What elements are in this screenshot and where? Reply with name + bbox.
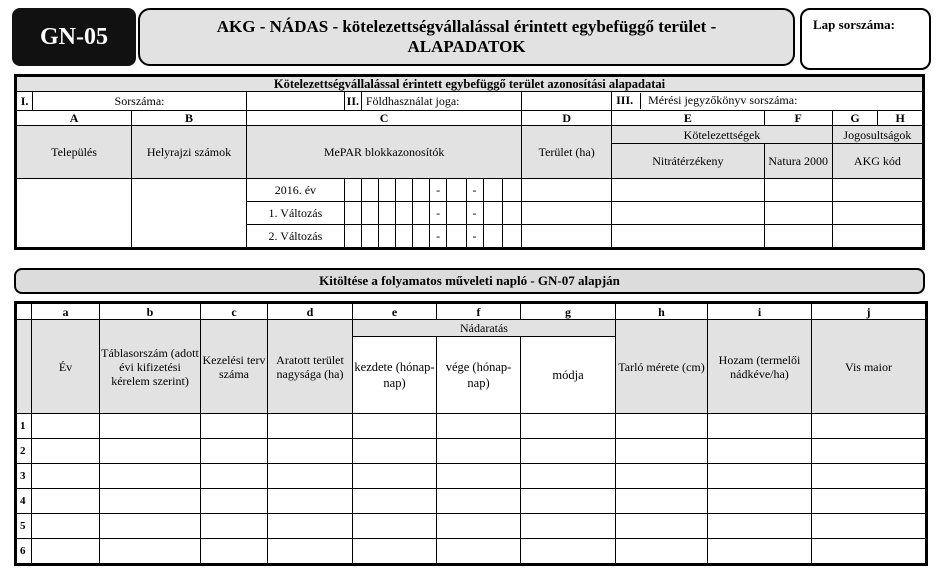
mepar-cell[interactable] xyxy=(447,225,466,249)
cell-kezelesi[interactable] xyxy=(201,539,268,565)
measurement-record-label xyxy=(612,92,924,111)
header-helyrajzi: Helyrajzi számok xyxy=(132,126,247,179)
cell-kezelesi[interactable] xyxy=(201,489,268,514)
cell-hozam[interactable] xyxy=(708,414,812,439)
row-number: 6 xyxy=(16,539,32,565)
mepar-cell[interactable] xyxy=(344,202,361,225)
nitrat-field[interactable] xyxy=(612,225,764,249)
cell-kezelesi[interactable] xyxy=(201,514,268,539)
cell-modja[interactable] xyxy=(521,464,616,489)
cell-vis-maior[interactable] xyxy=(812,439,927,464)
akg-field[interactable] xyxy=(832,202,923,225)
cell-aratott[interactable] xyxy=(268,539,353,565)
header-akg: AKG kód xyxy=(832,144,923,179)
header-hozam: Hozam (termelői nádkéve/ha) xyxy=(708,320,812,414)
section-banner: Kitöltése a folyamatos műveleti napló - GN-07 alapján xyxy=(14,268,925,294)
col-letter-a: a xyxy=(32,303,100,320)
cell-vis-maior[interactable] xyxy=(812,514,927,539)
corner-cell xyxy=(16,303,32,320)
mepar-cell[interactable] xyxy=(344,225,361,249)
akg-field[interactable] xyxy=(832,225,923,249)
land-use-right-label: Földhasználat joga: xyxy=(361,92,521,111)
roman-i: I. xyxy=(16,92,33,111)
header-kotelezettsegek: Kötelezettségek xyxy=(612,126,833,144)
col-letter-a: A xyxy=(16,111,132,126)
helyrajzi-field[interactable] xyxy=(132,179,247,249)
col-letter-b: B xyxy=(132,111,247,126)
terulet-field[interactable] xyxy=(522,225,612,249)
cell-modja[interactable] xyxy=(521,539,616,565)
row-label-valtozas-1: 1. Változás xyxy=(246,202,344,225)
col-letter-b: b xyxy=(100,303,201,320)
cell-tablasorszam[interactable] xyxy=(100,414,201,439)
col-letter-d: d xyxy=(268,303,353,320)
row-number: 5 xyxy=(16,514,32,539)
row-number: 2 xyxy=(16,439,32,464)
serial-number-field[interactable] xyxy=(246,92,344,111)
cell-modja[interactable] xyxy=(521,414,616,439)
mepar-dash: - xyxy=(466,179,483,202)
identification-table xyxy=(14,74,925,250)
roman-ii: II. xyxy=(344,92,361,111)
row-label-2016: 2016. év xyxy=(246,179,344,202)
cell-aratott[interactable] xyxy=(268,464,353,489)
table-row xyxy=(16,414,927,439)
serial-number-label: Sorszáma: xyxy=(33,92,247,111)
roman-iii: III. xyxy=(616,92,634,107)
mepar-cell[interactable] xyxy=(413,179,430,202)
header-mepar: MePAR blokkazonosítók xyxy=(246,126,521,179)
mepar-cell[interactable] xyxy=(413,225,430,249)
mepar-cell[interactable] xyxy=(483,225,502,249)
mepar-cell[interactable] xyxy=(361,225,378,249)
terulet-field[interactable] xyxy=(522,202,612,225)
cell-ev[interactable] xyxy=(32,464,100,489)
mepar-cell[interactable] xyxy=(413,202,430,225)
cell-tarlo[interactable] xyxy=(616,539,708,565)
header-aratott: Aratott terület nagysága (ha) xyxy=(268,320,353,414)
cell-aratott[interactable] xyxy=(268,414,353,439)
cell-kezdete[interactable] xyxy=(353,514,437,539)
cell-hozam[interactable] xyxy=(708,439,812,464)
cell-vege[interactable] xyxy=(437,514,521,539)
mepar-cell[interactable] xyxy=(447,179,466,202)
cell-tarlo[interactable] xyxy=(616,414,708,439)
row-number: 3 xyxy=(16,464,32,489)
col-letter-h: H xyxy=(878,111,924,126)
cell-tablasorszam[interactable] xyxy=(100,539,201,565)
cell-ev[interactable] xyxy=(32,489,100,514)
header-ev: Év xyxy=(32,320,100,414)
mepar-cell[interactable] xyxy=(396,225,413,249)
header-natura: Natura 2000 xyxy=(764,144,832,179)
col-letter-j: j xyxy=(812,303,927,320)
mepar-cell[interactable] xyxy=(502,179,521,202)
mepar-cell[interactable] xyxy=(502,202,521,225)
mepar-cell[interactable] xyxy=(396,202,413,225)
cell-vege[interactable] xyxy=(437,539,521,565)
header-tablasorszam: Táblasorszám (adott évi kifizetési kérelem szerint) xyxy=(100,320,201,414)
cell-hozam[interactable] xyxy=(708,539,812,565)
cell-kezelesi[interactable] xyxy=(201,439,268,464)
cell-tarlo[interactable] xyxy=(616,464,708,489)
cell-tablasorszam[interactable] xyxy=(100,489,201,514)
cell-vege[interactable] xyxy=(437,489,521,514)
col-letter-c: C xyxy=(246,111,521,126)
natura-field[interactable] xyxy=(764,225,832,249)
cell-ev[interactable] xyxy=(32,414,100,439)
row-label-valtozas-2: 2. Változás xyxy=(246,225,344,249)
col-letter-g: G xyxy=(832,111,878,126)
table-row xyxy=(16,489,927,514)
cell-tarlo[interactable] xyxy=(616,514,708,539)
telepules-field[interactable] xyxy=(16,179,132,249)
cell-vege[interactable] xyxy=(437,439,521,464)
cell-modja[interactable] xyxy=(521,514,616,539)
akg-field[interactable] xyxy=(832,179,923,202)
form-title xyxy=(138,8,795,66)
mepar-cell[interactable] xyxy=(361,179,378,202)
row-number: 1 xyxy=(16,414,32,439)
header-kezelesi: Kezelési terv száma xyxy=(201,320,268,414)
header-vege: vége (hónap- nap) xyxy=(437,337,521,414)
header-modja: módja xyxy=(521,337,616,414)
page-number-label: Lap sorszáma: xyxy=(813,17,895,32)
nitrat-field[interactable] xyxy=(612,202,764,225)
header-kezdete: kezdete (hónap-nap) xyxy=(353,337,437,414)
cell-aratott[interactable] xyxy=(268,514,353,539)
cell-kezelesi[interactable] xyxy=(201,464,268,489)
col-letter-i: i xyxy=(708,303,812,320)
cell-aratott[interactable] xyxy=(268,489,353,514)
header-jogosultsagok: Jogosultságok xyxy=(832,126,923,144)
cell-kezdete[interactable] xyxy=(353,414,437,439)
cell-tablasorszam[interactable] xyxy=(100,464,201,489)
cell-kezdete[interactable] xyxy=(353,439,437,464)
cell-ev[interactable] xyxy=(32,439,100,464)
table-row xyxy=(16,539,927,565)
col-letter-f: f xyxy=(437,303,521,320)
cell-hozam[interactable] xyxy=(708,514,812,539)
mepar-cell[interactable] xyxy=(361,202,378,225)
cell-vis-maior[interactable] xyxy=(812,464,927,489)
header-telepules: Település xyxy=(16,126,132,179)
cell-vis-maior[interactable] xyxy=(812,489,927,514)
col-letter-c: c xyxy=(201,303,268,320)
mepar-cell[interactable] xyxy=(483,202,502,225)
form-code: GN-05 xyxy=(12,8,136,66)
row-number: 4 xyxy=(16,489,32,514)
cell-vege[interactable] xyxy=(437,414,521,439)
table-row xyxy=(16,464,927,489)
cell-hozam[interactable] xyxy=(708,489,812,514)
title-line-1: AKG - NÁDAS - kötelezettségvállalással érintett egybefüggő terület - xyxy=(216,17,717,36)
land-use-right-field[interactable] xyxy=(522,92,612,111)
header-nadaratas: Nádaratás xyxy=(353,320,616,337)
col-letter-h: h xyxy=(616,303,708,320)
header-nitrat: Nitrátérzékeny xyxy=(612,144,764,179)
header-vis-maior: Vis maior xyxy=(812,320,927,414)
mepar-cell[interactable] xyxy=(378,202,395,225)
mepar-dash: - xyxy=(430,225,447,249)
cell-tarlo[interactable] xyxy=(616,439,708,464)
mepar-cell[interactable] xyxy=(378,225,395,249)
measurement-record-text: Mérési jegyzőkönyv sorszáma: xyxy=(648,92,798,107)
cell-ev[interactable] xyxy=(32,539,100,565)
mepar-dash: - xyxy=(466,202,483,225)
cell-tarlo[interactable] xyxy=(616,489,708,514)
cell-tablasorszam[interactable] xyxy=(100,439,201,464)
mepar-cell[interactable] xyxy=(396,179,413,202)
mepar-cell[interactable] xyxy=(483,179,502,202)
cell-modja[interactable] xyxy=(521,489,616,514)
title-line-2: ALAPADATOK xyxy=(407,37,526,56)
cell-aratott[interactable] xyxy=(268,439,353,464)
natura-field[interactable] xyxy=(764,179,832,202)
cell-tablasorszam[interactable] xyxy=(100,514,201,539)
cell-vege[interactable] xyxy=(437,464,521,489)
cell-kezelesi[interactable] xyxy=(201,414,268,439)
terulet-field[interactable] xyxy=(522,179,612,202)
header-tarlo: Tarló mérete (cm) xyxy=(616,320,708,414)
cell-hozam[interactable] xyxy=(708,464,812,489)
mepar-cell[interactable] xyxy=(378,179,395,202)
col-letter-d: D xyxy=(522,111,612,126)
cell-kezdete[interactable] xyxy=(353,539,437,565)
table-row xyxy=(16,439,927,464)
cell-vis-maior[interactable] xyxy=(812,414,927,439)
cell-modja[interactable] xyxy=(521,439,616,464)
corner-header xyxy=(16,320,32,414)
col-letter-g: g xyxy=(521,303,616,320)
page-number-field[interactable] xyxy=(800,8,931,70)
mepar-dash: - xyxy=(430,179,447,202)
col-letter-e: E xyxy=(612,111,764,126)
section-title: Kötelezettségvállalással érintett egybefüggő terület azonosítási alapadatai xyxy=(16,76,924,92)
col-letter-e: e xyxy=(353,303,437,320)
cell-vis-maior[interactable] xyxy=(812,539,927,565)
nitrat-field[interactable] xyxy=(612,179,764,202)
mepar-dash: - xyxy=(430,202,447,225)
natura-field[interactable] xyxy=(764,202,832,225)
mepar-cell[interactable] xyxy=(502,225,521,249)
cell-kezdete[interactable] xyxy=(353,489,437,514)
mepar-cell[interactable] xyxy=(344,179,361,202)
operations-log-table xyxy=(14,301,928,566)
col-letter-f: F xyxy=(764,111,832,126)
table-row xyxy=(16,514,927,539)
header-terulet: Terület (ha) xyxy=(522,126,612,179)
mepar-cell[interactable] xyxy=(447,202,466,225)
mepar-dash: - xyxy=(466,225,483,249)
cell-ev[interactable] xyxy=(32,514,100,539)
cell-kezdete[interactable] xyxy=(353,464,437,489)
